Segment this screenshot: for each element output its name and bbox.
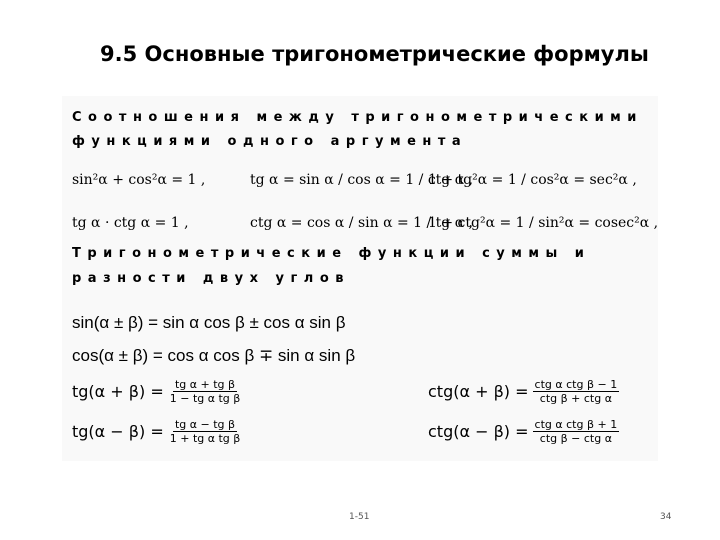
page-number: 34 [660, 512, 672, 522]
formula-cotangent-definition: ctg α = cos α / sin α = 1 / tg α , [250, 215, 474, 231]
cotangent-difference-lhs: ctg(α − β) = [428, 422, 529, 441]
tangent-sum-numerator: tg α + tg β [174, 378, 236, 391]
cotangent-sum-denominator: ctg β + ctg α [539, 392, 612, 405]
formula-cosecant-identity: 1 + ctg²α = 1 / sin²α = cosec²α , [428, 215, 659, 231]
tangent-difference-fraction [168, 418, 243, 445]
tangent-sum-fraction [168, 378, 243, 405]
formula-tangent-definition: tg α = sin α / cos α = 1 / ctg α , [250, 172, 474, 188]
cotangent-sum-numerator: ctg α ctg β − 1 [534, 378, 618, 391]
formula-cotangent-difference [428, 418, 619, 445]
section-heading-sum-line2: разности двух углов [72, 271, 350, 286]
footer-source: 1-51 [349, 512, 370, 522]
formula-tg-ctg-product: tg α · ctg α = 1 , [72, 215, 189, 231]
section-heading-relations-line2: функциями одного аргумента [72, 134, 468, 149]
cotangent-difference-denominator: ctg β − ctg α [539, 432, 612, 445]
formula-pythagorean-identity: sin²α + cos²α = 1 , [72, 172, 206, 188]
slide-title: 9.5 Основные тригонометрические формулы [100, 42, 649, 66]
tangent-sum-denominator: 1 − tg α tg β [169, 392, 241, 405]
section-heading-relations-line1: Соотношения между тригонометрическими [72, 110, 643, 125]
tangent-difference-lhs: tg(α − β) = [72, 422, 164, 441]
formula-cosine-sum: cos(α ± β) = cos α cos β ∓ sin α sin β [72, 346, 356, 365]
formula-tangent-difference [72, 418, 242, 445]
cotangent-difference-numerator: ctg α ctg β + 1 [534, 418, 618, 431]
tangent-difference-denominator: 1 + tg α tg β [169, 432, 241, 445]
formula-cotangent-sum [428, 378, 619, 405]
tangent-difference-numerator: tg α − tg β [174, 418, 236, 431]
cotangent-sum-fraction [533, 378, 620, 405]
section-heading-sum-line1: Тригонометрические функции суммы и [72, 246, 591, 261]
formula-secant-identity: 1 + tg²α = 1 / cos²α = sec²α , [428, 172, 637, 188]
tangent-sum-lhs: tg(α + β) = [72, 382, 164, 401]
formula-sine-sum: sin(α ± β) = sin α cos β ± cos α sin β [72, 313, 346, 332]
cotangent-difference-fraction [533, 418, 620, 445]
formula-tangent-sum [72, 378, 242, 405]
cotangent-sum-lhs: ctg(α + β) = [428, 382, 529, 401]
